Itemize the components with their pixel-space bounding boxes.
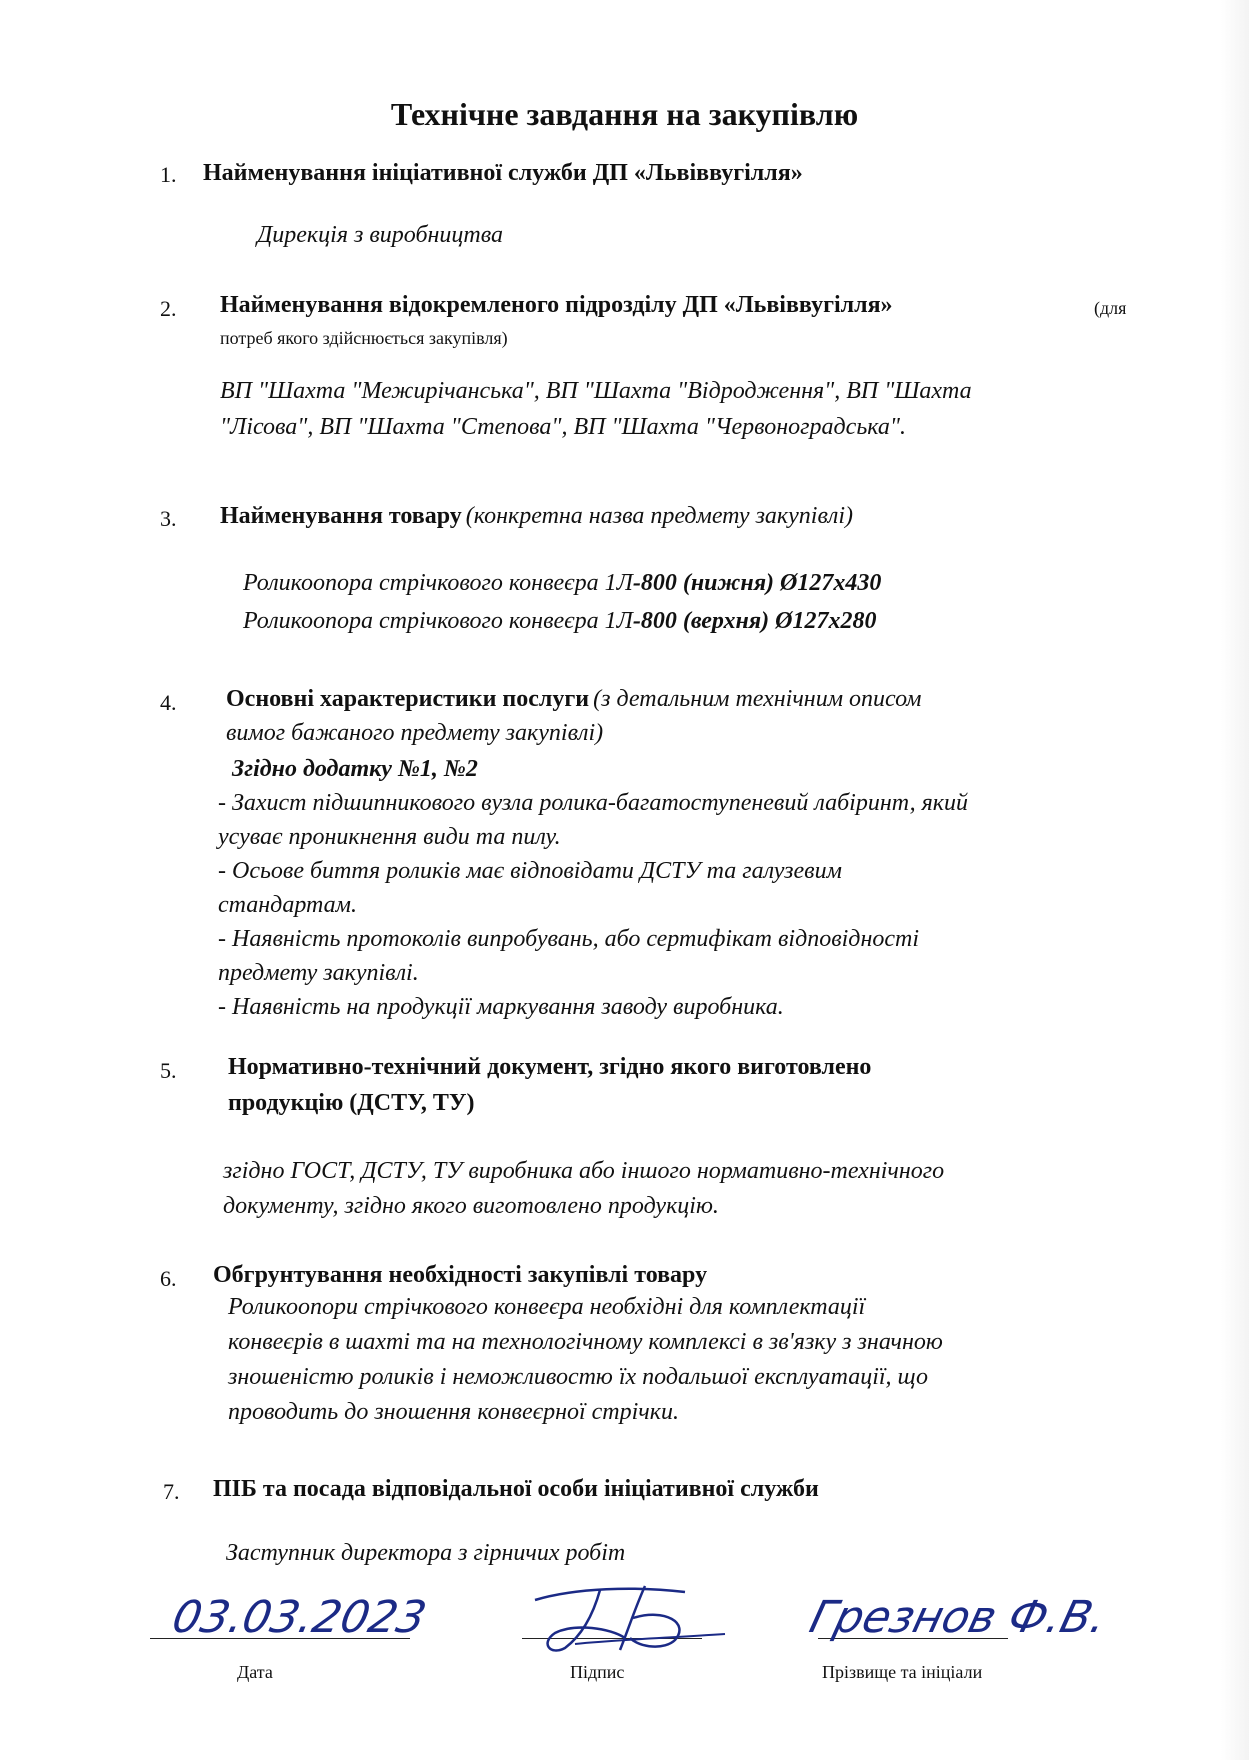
section-6-heading: Обгрунтування необхідності закупівлі товару: [213, 1262, 708, 1288]
section-4-heading-note-2: вимог бажаного предмету закупівлі): [226, 720, 604, 746]
section-5-body-line-2: документу, згідно якого виготовлено продукцію.: [223, 1193, 719, 1219]
section-6-body-line-1: Роликоопори стрічкового конвеєра необхідні для комплектації: [228, 1294, 866, 1320]
section-3-item-2-spec: -800 (верхня) Ø127х280: [632, 608, 877, 634]
section-4-body-line-7: - Наявність на продукції маркування заводу виробника.: [218, 994, 784, 1020]
section-4-body-line-6: предмету закупівлі.: [218, 960, 419, 986]
date-value: 03.03.2023: [167, 1592, 431, 1643]
section-4-body-line-1: - Захист підшипникового вузла ролика-багатоступеневий лабіринт, який: [218, 790, 969, 816]
scan-edge-shadow: [1221, 0, 1249, 1760]
section-6-body-line-4: проводить до зношення конвеєрної стрічки.: [228, 1399, 679, 1425]
section-6-number: 6.: [160, 1266, 177, 1291]
section-6-body-line-2: конвеєрів в шахті та на технологічному комплексі в зв'язку з значною: [228, 1329, 943, 1355]
name-label: Прізвище та ініціали: [822, 1662, 983, 1682]
section-4-subheading: Згідно додатку №1, №2: [232, 756, 478, 782]
name-handwritten: [804, 1582, 1118, 1652]
section-4-heading-note-1: (з детальним технічним описом: [593, 686, 922, 712]
date-label: Дата: [237, 1662, 273, 1682]
handwritten-signature: [515, 1578, 735, 1658]
section-5-body-line-1: згідно ГОСТ, ДСТУ, ТУ виробника або іншого нормативно-технічного: [223, 1158, 945, 1184]
section-4-heading-line: [226, 686, 921, 713]
section-2-heading-note-2: потреб якого здійснюється закупівля): [220, 328, 508, 348]
section-1-number: 1.: [160, 162, 177, 187]
section-4-body-line-4: стандартам.: [218, 892, 357, 918]
section-3-number: 3.: [160, 506, 177, 531]
section-5-heading-line-1: Нормативно-технічний документ, згідно якого виготовлено: [228, 1054, 872, 1080]
section-7-heading: ПІБ та посада відповідальної особи ініціативної служби: [213, 1476, 819, 1502]
signature-label: Підпис: [570, 1662, 625, 1682]
section-3-heading-note: (конкретна назва предмету закупівлі): [465, 503, 854, 529]
section-3-heading: Найменування товару: [220, 503, 462, 529]
section-3-item-2-name: Роликоопора стрічкового конвеєра 1Л: [243, 608, 633, 634]
section-3-item-2: [243, 608, 876, 635]
section-1-body: Дирекція з виробництва: [257, 222, 503, 248]
section-2-body-line-1: ВП "Шахта "Межирічанська", ВП "Шахта "Відродження", ВП "Шахта: [220, 378, 972, 404]
section-5-heading-line-2: продукцію (ДСТУ, ТУ): [228, 1090, 475, 1116]
section-4-body-line-3: - Осьове биття роликів має відповідати ДСТУ та галузевим: [218, 858, 842, 884]
name-value: Грезнов Ф.В.: [804, 1591, 1113, 1643]
section-7-body: Заступник директора з гірничих робіт: [226, 1540, 626, 1566]
section-2-number: 2.: [160, 296, 177, 321]
section-1-heading: Найменування ініціативної служби ДП «Львіввугілля»: [203, 160, 803, 186]
section-4-body-line-2: усуває проникнення види та пилу.: [218, 824, 561, 850]
section-7-number: 7.: [163, 1479, 180, 1504]
document-title: Технічне завдання на закупівлю: [390, 96, 859, 132]
section-6-body-line-3: зношеністю роликів і неможливостю їх подальшої експлуатації, що: [228, 1364, 928, 1390]
date-handwritten: [167, 1586, 438, 1646]
section-3-item-1-name: Роликоопора стрічкового конвеєра 1Л: [243, 570, 633, 596]
section-2-heading: Найменування відокремленого підрозділу ДП «Львіввугілля»: [220, 292, 893, 318]
section-3-item-1-spec: -800 (нижня) Ø127х430: [632, 570, 882, 596]
section-4-body-line-5: - Наявність протоколів випробувань, або сертифікат відповідності: [218, 926, 920, 952]
section-3-item-1: [243, 570, 881, 597]
section-5-number: 5.: [160, 1058, 177, 1083]
section-4-number: 4.: [160, 690, 177, 715]
section-2-body-line-2: "Лісова", ВП "Шахта "Степова", ВП "Шахта "Червоноградська".: [220, 414, 906, 440]
section-3-heading-line: [220, 503, 853, 530]
section-4-heading: Основні характеристики послуги: [226, 686, 590, 712]
section-2-heading-note-1: (для: [1094, 298, 1127, 318]
